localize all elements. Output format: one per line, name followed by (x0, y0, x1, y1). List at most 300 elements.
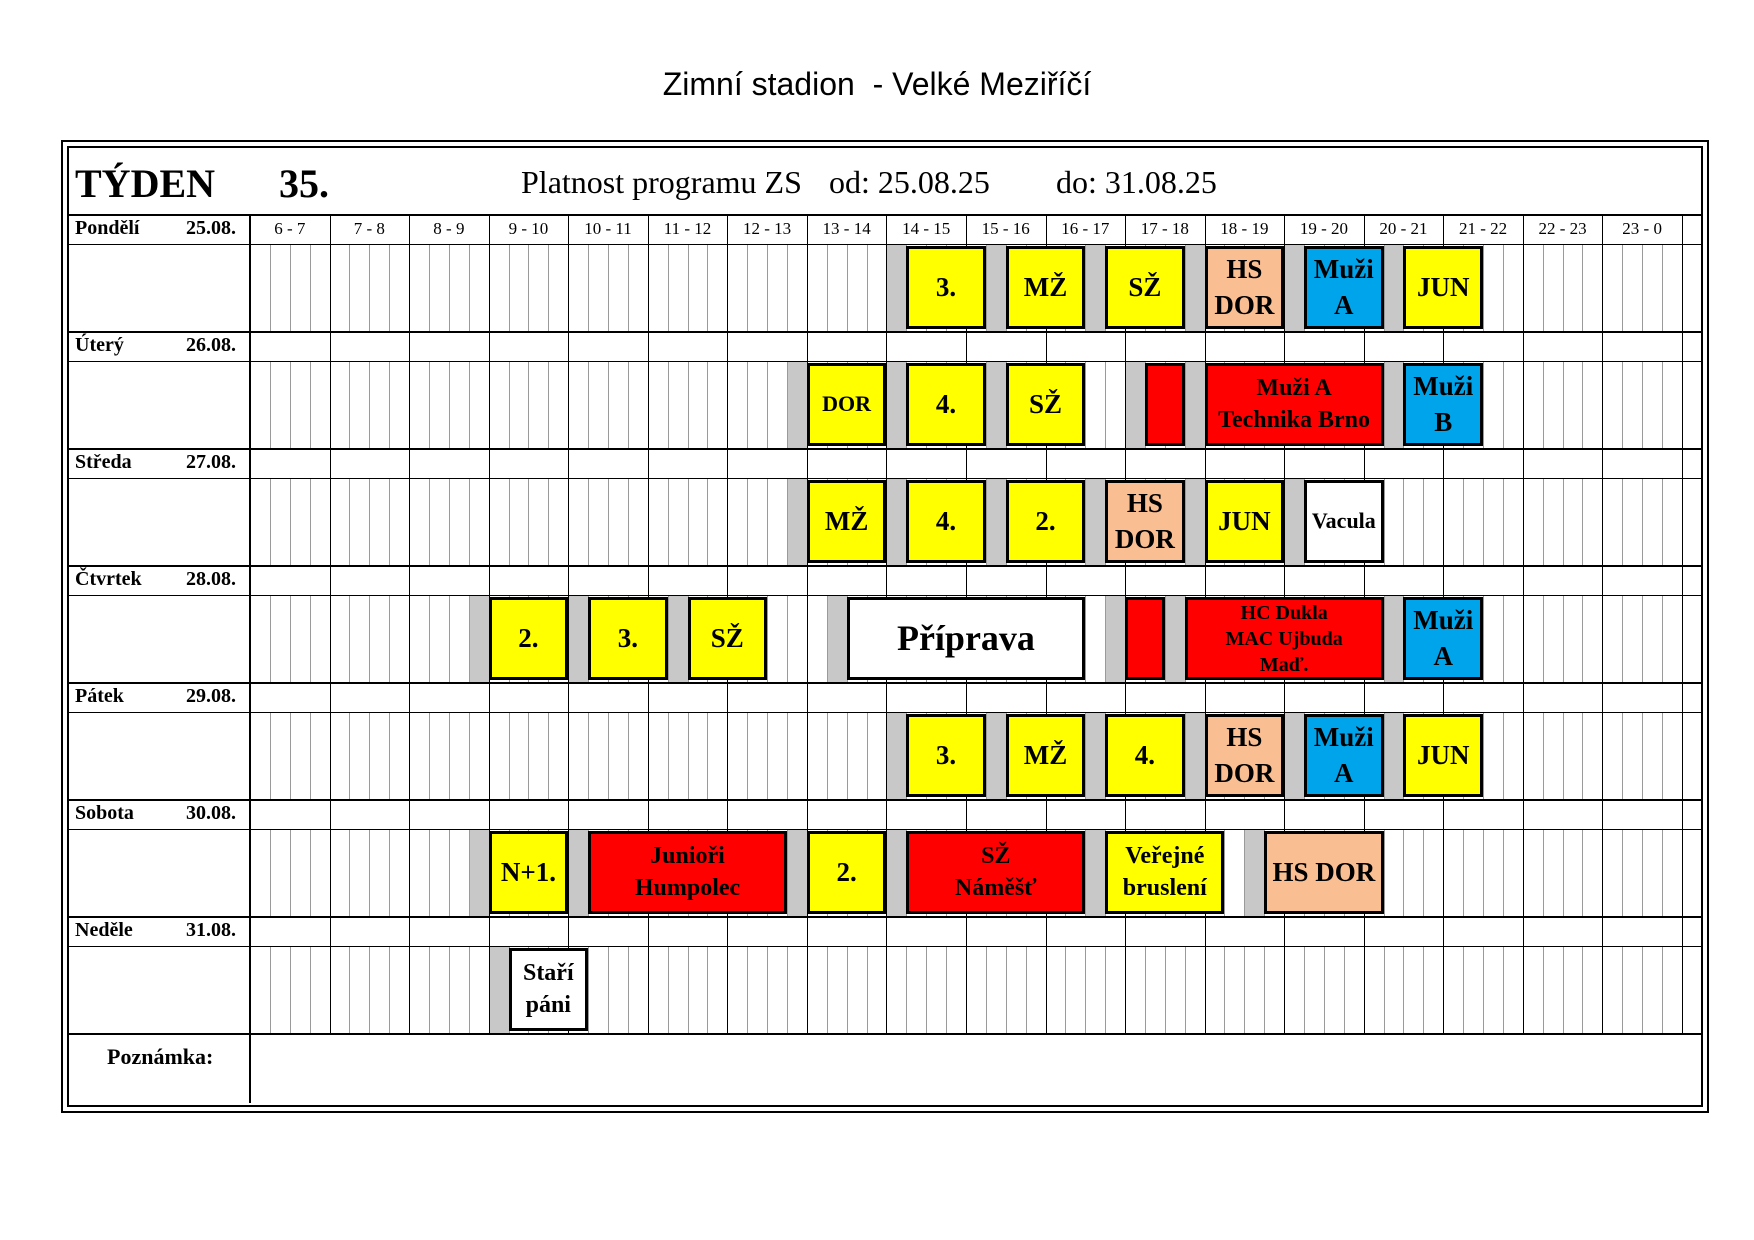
hour-line (807, 682, 808, 799)
resurfacing-slot (668, 595, 688, 682)
quarter-line (688, 244, 689, 331)
quarter-line (1324, 946, 1325, 1033)
quarter-line (608, 361, 609, 448)
hour-line (489, 448, 490, 565)
booking-block[interactable] (807, 480, 887, 563)
quarter-line (1085, 361, 1086, 448)
page-title: Zimní stadion - Velké Meziříčí (662, 66, 1092, 102)
quarter-line (608, 478, 609, 565)
quarter-line (270, 946, 271, 1033)
quarter-line (270, 595, 271, 682)
quarter-line (1503, 361, 1504, 448)
hour-line (1602, 799, 1603, 916)
quarter-line (1185, 712, 1186, 799)
booking-label: 2. (518, 622, 539, 653)
day-name: Sobota (75, 802, 134, 824)
booking-block[interactable] (688, 597, 768, 680)
hour-label: 11 - 12 (663, 219, 712, 238)
quarter-line (310, 829, 311, 916)
booking-label: Muži A Technika Brno (1218, 375, 1370, 433)
hour-line (1443, 448, 1444, 565)
quarter-line (1185, 946, 1186, 1033)
quarter-line (429, 712, 430, 799)
quarter-line (1403, 829, 1404, 916)
hour-line (330, 682, 331, 799)
quarter-line (787, 829, 788, 916)
hour-line (409, 565, 410, 682)
quarter-line (1423, 478, 1424, 565)
booking-block[interactable] (906, 480, 986, 563)
day-date: 28.08. (186, 568, 236, 590)
quarter-line (688, 361, 689, 448)
hour-line (1443, 799, 1444, 916)
hour-label: 21 - 22 (1458, 219, 1508, 238)
quarter-line (369, 244, 370, 331)
hour-label: 13 - 14 (822, 219, 871, 238)
day-rule (69, 565, 1701, 567)
quarter-line (608, 712, 609, 799)
resurfacing-slot (787, 829, 807, 916)
quarter-line (509, 478, 510, 565)
label-row-rule (69, 595, 1701, 596)
quarter-line (847, 244, 848, 331)
resurfacing-slot (886, 829, 906, 916)
quarter-line (349, 829, 350, 916)
quarter-line (1026, 946, 1027, 1033)
booking-block[interactable] (1304, 480, 1384, 563)
quarter-line (1423, 829, 1424, 916)
quarter-line (1582, 478, 1583, 565)
booking-label: 4. (1134, 739, 1156, 770)
quarter-line (369, 361, 370, 448)
quarter-line (1344, 946, 1345, 1033)
quarter-line (270, 478, 271, 565)
quarter-line (528, 712, 529, 799)
quarter-line (1662, 595, 1663, 682)
booking-block[interactable] (489, 831, 569, 914)
quarter-line (1483, 361, 1484, 448)
day-rule (69, 448, 1701, 450)
hour-line (648, 916, 649, 1033)
quarter-line (389, 361, 390, 448)
booking-label: HS DOR (1114, 488, 1175, 554)
quarter-line (1105, 946, 1106, 1033)
day-date: 25.08. (186, 217, 236, 239)
quarter-line (1085, 946, 1086, 1033)
quarter-line (1403, 946, 1404, 1033)
hour-line (409, 448, 410, 565)
quarter-line (787, 244, 788, 331)
quarter-line (1503, 829, 1504, 916)
quarter-line (767, 478, 768, 565)
hour-line (330, 565, 331, 682)
quarter-line (1145, 946, 1146, 1033)
hour-line (807, 916, 808, 1033)
valid-to: do: 31.08.25 (1056, 164, 1217, 200)
quarter-line (548, 244, 549, 331)
day-rule (69, 1033, 1701, 1035)
booking-block[interactable] (1205, 363, 1384, 446)
quarter-line (270, 712, 271, 799)
hour-line (807, 565, 808, 682)
booking-block[interactable] (1105, 246, 1185, 329)
quarter-line (1563, 361, 1564, 448)
quarter-line (1563, 712, 1564, 799)
note-label: Poznámka: (107, 1044, 214, 1069)
quarter-line (509, 244, 510, 331)
resurfacing-slot (787, 478, 807, 565)
hour-line (966, 916, 967, 1033)
quarter-line (449, 361, 450, 448)
resurfacing-slot (1244, 829, 1264, 916)
quarter-line (767, 712, 768, 799)
resurfacing-slot (1284, 244, 1304, 331)
booking-block[interactable] (906, 714, 986, 797)
booking-block[interactable] (489, 597, 569, 680)
quarter-line (1622, 712, 1623, 799)
quarter-line (449, 829, 450, 916)
booking-block[interactable] (847, 597, 1086, 680)
quarter-line (429, 595, 430, 682)
booking-block[interactable] (1304, 246, 1384, 329)
resurfacing-slot (1384, 595, 1404, 682)
quarter-line (628, 478, 629, 565)
quarter-line (628, 361, 629, 448)
quarter-line (986, 244, 987, 331)
booking-block[interactable] (1403, 714, 1483, 797)
hour-line (1284, 916, 1285, 1033)
quarter-line (787, 946, 788, 1033)
quarter-line (767, 595, 768, 682)
hour-label: 22 - 23 (1538, 219, 1587, 238)
quarter-line (349, 712, 350, 799)
schedule-frame (61, 140, 1709, 1113)
quarter-line (469, 712, 470, 799)
booking-block[interactable] (1006, 363, 1086, 446)
quarter-line (628, 244, 629, 331)
resurfacing-slot (469, 829, 489, 916)
quarter-line (707, 361, 708, 448)
label-row-rule (69, 712, 1701, 713)
quarter-line (1622, 361, 1623, 448)
quarter-line (509, 712, 510, 799)
day-column-rule (249, 682, 251, 799)
hour-label: 6 - 7 (274, 219, 306, 238)
quarter-line (1483, 946, 1484, 1033)
booking-label: Muži A (1313, 254, 1374, 320)
quarter-line (369, 712, 370, 799)
resurfacing-slot (886, 361, 906, 448)
quarter-line (1582, 829, 1583, 916)
booking-label: 4. (935, 388, 957, 419)
day-date: 29.08. (186, 685, 236, 707)
booking-label: Staří páni (522, 960, 574, 1018)
quarter-line (867, 712, 868, 799)
quarter-line (628, 946, 629, 1033)
quarter-line (668, 361, 669, 448)
quarter-line (290, 244, 291, 331)
hour-label: 20 - 21 (1379, 219, 1428, 238)
resurfacing-slot (1185, 478, 1205, 565)
booking-label: JUN (1416, 739, 1470, 770)
booking-block[interactable] (1105, 831, 1224, 914)
quarter-line (1065, 946, 1066, 1033)
resurfacing-slot (1085, 712, 1105, 799)
quarter-line (1384, 361, 1385, 448)
quarter-line (787, 595, 788, 682)
booking-block[interactable] (588, 597, 668, 680)
hour-line (1602, 331, 1603, 448)
hour-line (1284, 682, 1285, 799)
quarter-line (747, 712, 748, 799)
resurfacing-slot (1185, 244, 1205, 331)
booking-block[interactable] (1105, 480, 1185, 563)
quarter-line (1244, 946, 1245, 1033)
booking-label: SŽ (1028, 388, 1062, 419)
resurfacing-slot (1165, 595, 1185, 682)
hour-line (330, 916, 331, 1033)
quarter-line (1543, 712, 1544, 799)
booking-label: Junioři Humpolec (634, 843, 741, 901)
booking-block[interactable] (588, 831, 787, 914)
quarter-line (509, 361, 510, 448)
booking-block[interactable] (1185, 597, 1384, 680)
quarter-line (290, 595, 291, 682)
quarter-line (349, 595, 350, 682)
booking-block[interactable] (906, 363, 986, 446)
quarter-line (767, 244, 768, 331)
hour-line (1523, 565, 1524, 682)
hour-line (886, 331, 887, 448)
booking-block[interactable] (807, 831, 887, 914)
quarter-line (310, 595, 311, 682)
hour-line (1602, 565, 1603, 682)
resurfacing-slot (1384, 361, 1404, 448)
quarter-line (1543, 946, 1544, 1033)
hour-line (1125, 331, 1126, 448)
booking-block[interactable] (906, 831, 1085, 914)
resurfacing-slot (1125, 361, 1145, 448)
quarter-line (847, 712, 848, 799)
quarter-line (867, 244, 868, 331)
quarter-line (1483, 478, 1484, 565)
booking-label: Muži B (1413, 371, 1474, 437)
quarter-line (588, 361, 589, 448)
booking-block[interactable] (1205, 246, 1285, 329)
week-label: TÝDEN (75, 161, 216, 206)
quarter-line (946, 946, 947, 1033)
label-row-rule (69, 244, 1701, 245)
hour-line (489, 916, 490, 1033)
booking-label: MŽ (824, 505, 869, 536)
resurfacing-slot (1185, 361, 1205, 448)
hour-line (409, 682, 410, 799)
hour-line (886, 448, 887, 565)
quarter-line (1185, 478, 1186, 565)
quarter-line (588, 946, 589, 1033)
quarter-line (310, 712, 311, 799)
quarter-line (290, 361, 291, 448)
hour-line (330, 214, 331, 331)
quarter-line (369, 478, 370, 565)
hour-line (568, 799, 569, 916)
quarter-line (528, 244, 529, 331)
quarter-line (906, 946, 907, 1033)
booking-label: SŽ (710, 622, 744, 653)
quarter-line (1582, 712, 1583, 799)
hour-line (648, 214, 649, 331)
booking-block[interactable] (1264, 831, 1383, 914)
booking-block[interactable] (1006, 246, 1086, 329)
quarter-line (1403, 478, 1404, 565)
quarter-line (1662, 361, 1663, 448)
hour-line (1682, 799, 1683, 916)
quarter-line (1304, 946, 1305, 1033)
day-name: Úterý (75, 334, 124, 356)
booking-label: N+1. (500, 856, 556, 887)
hour-line (1364, 916, 1365, 1033)
resurfacing-slot (787, 361, 807, 448)
resurfacing-slot (986, 712, 1006, 799)
quarter-line (747, 361, 748, 448)
quarter-line (1662, 244, 1663, 331)
quarter-line (1085, 829, 1086, 916)
resurfacing-slot (886, 244, 906, 331)
quarter-line (1503, 712, 1504, 799)
quarter-line (1642, 712, 1643, 799)
booking-block[interactable] (1403, 363, 1483, 446)
quarter-line (747, 478, 748, 565)
booking-block[interactable] (1145, 363, 1185, 446)
resurfacing-slot (1085, 478, 1105, 565)
week-number: 35. (279, 161, 329, 206)
hour-line (568, 331, 569, 448)
hour-line (489, 214, 490, 331)
booking-block[interactable] (1006, 714, 1086, 797)
booking-block[interactable] (1125, 597, 1165, 680)
resurfacing-slot (568, 595, 588, 682)
booking-label: 3. (617, 622, 638, 653)
quarter-line (628, 712, 629, 799)
hour-label: 9 - 10 (508, 219, 549, 238)
quarter-line (449, 712, 450, 799)
resurfacing-slot (1284, 712, 1304, 799)
quarter-line (528, 478, 529, 565)
booking-block[interactable] (1205, 480, 1285, 563)
quarter-line (707, 478, 708, 565)
hour-line (1523, 916, 1524, 1033)
quarter-line (1582, 244, 1583, 331)
quarter-line (1463, 946, 1464, 1033)
quarter-line (767, 361, 768, 448)
hour-line (568, 214, 569, 331)
quarter-line (588, 712, 589, 799)
hour-line (727, 682, 728, 799)
quarter-line (588, 244, 589, 331)
resurfacing-slot (886, 478, 906, 565)
quarter-line (290, 829, 291, 916)
day-date: 27.08. (186, 451, 236, 473)
resurfacing-slot (1384, 712, 1404, 799)
day-date: 30.08. (186, 802, 236, 824)
booking-label: 3. (935, 271, 957, 302)
quarter-line (469, 478, 470, 565)
day-column-rule (249, 331, 251, 448)
quarter-line (1384, 712, 1385, 799)
day-rule (69, 331, 1701, 333)
quarter-line (1563, 946, 1564, 1033)
quarter-line (469, 361, 470, 448)
quarter-line (1105, 361, 1106, 448)
quarter-line (1503, 946, 1504, 1033)
booking-label: Vacula (1311, 508, 1376, 534)
note-divider (249, 1033, 251, 1103)
quarter-line (1185, 244, 1186, 331)
quarter-line (528, 361, 529, 448)
hour-line (1602, 682, 1603, 799)
quarter-line (1224, 946, 1225, 1033)
quarter-line (310, 478, 311, 565)
hour-line (1284, 448, 1285, 565)
booking-block[interactable] (1205, 714, 1285, 797)
quarter-line (270, 244, 271, 331)
day-rule (69, 799, 1701, 801)
quarter-line (1085, 712, 1086, 799)
hour-label: 18 - 19 (1220, 219, 1269, 238)
quarter-line (1185, 361, 1186, 448)
quarter-line (1085, 244, 1086, 331)
quarter-line (867, 946, 868, 1033)
booking-block[interactable] (1304, 714, 1384, 797)
booking-block[interactable] (509, 948, 589, 1031)
quarter-line (986, 478, 987, 565)
booking-block[interactable] (1403, 246, 1483, 329)
quarter-line (1483, 244, 1484, 331)
hour-label: 8 - 9 (433, 219, 465, 238)
day-date: 26.08. (186, 334, 236, 356)
day-date: 31.08. (186, 919, 236, 941)
day-name: Středa (75, 451, 132, 473)
booking-block[interactable] (807, 363, 887, 446)
resurfacing-slot (986, 244, 1006, 331)
quarter-line (1483, 595, 1484, 682)
hour-line (330, 799, 331, 916)
quarter-line (1543, 478, 1544, 565)
quarter-line (668, 478, 669, 565)
booking-block[interactable] (906, 246, 986, 329)
booking-block[interactable] (1403, 597, 1483, 680)
quarter-line (1622, 946, 1623, 1033)
booking-block[interactable] (1006, 480, 1086, 563)
quarter-line (787, 361, 788, 448)
hour-line (1682, 331, 1683, 448)
quarter-line (688, 946, 689, 1033)
hour-line (886, 799, 887, 916)
valid-from: od: 25.08.25 (829, 164, 990, 200)
quarter-line (389, 595, 390, 682)
hour-line (648, 682, 649, 799)
quarter-line (290, 478, 291, 565)
quarter-line (1483, 829, 1484, 916)
hour-line (330, 331, 331, 448)
quarter-line (429, 244, 430, 331)
booking-label: HS DOR (1214, 254, 1275, 320)
hour-line (409, 214, 410, 331)
booking-label: 4. (935, 505, 957, 536)
booking-block[interactable] (1105, 714, 1185, 797)
hour-line (568, 448, 569, 565)
hour-label: 10 - 11 (584, 219, 632, 238)
